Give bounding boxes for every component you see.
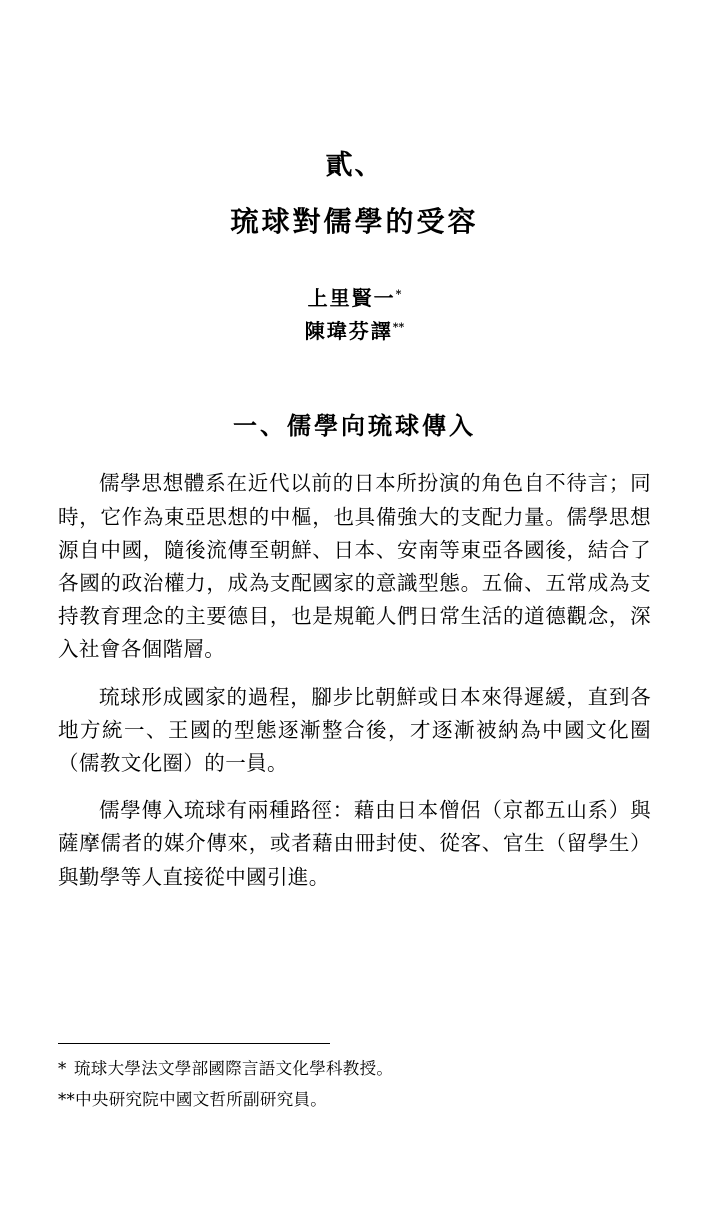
chapter-title: 琉球對儒學的受容 bbox=[230, 205, 479, 239]
paragraph: 儒學傳入琉球有兩種路徑：藉由日本僧侶（京都五山系）與薩摩儒者的媒介傳來，或者藉由冊封使、從客、官生（留學生）與勤學等人直接從中國引進。 bbox=[58, 798, 651, 889]
byline bbox=[58, 282, 651, 348]
byline-author bbox=[58, 282, 651, 315]
author-footnote-mark: * bbox=[395, 287, 402, 301]
chapter-number: 貳、 bbox=[325, 150, 384, 181]
translator-footnote-mark: ** bbox=[392, 320, 405, 334]
paragraph: 琉球形成國家的過程，腳步比朝鮮或日本來得遲緩，直到各地方統一、王國的型態逐漸整合後，才逐漸被納為中國文化圈（儒教文化圈）的一員。 bbox=[58, 684, 651, 776]
body-text bbox=[58, 467, 651, 893]
footnote-text: 中央研究院中國文哲所副研究員。 bbox=[75, 1090, 328, 1110]
document-page bbox=[0, 150, 709, 1229]
footnote-item bbox=[58, 1084, 658, 1115]
translator-name: 陳瑋芬譯 bbox=[304, 319, 393, 344]
footnote-list bbox=[58, 1053, 658, 1116]
footnote-text: 琉球大學法文學部國際言語文化學科教授。 bbox=[74, 1059, 394, 1078]
section-heading: 一、儒學向琉球傳入 bbox=[233, 411, 476, 441]
footnote-separator bbox=[58, 1043, 330, 1044]
footnote-mark: * bbox=[58, 1059, 67, 1078]
footnote-item bbox=[58, 1053, 658, 1084]
byline-translator bbox=[58, 315, 651, 348]
footnote-mark: ** bbox=[58, 1090, 76, 1110]
paragraph: 儒學思想體系在近代以前的日本所扮演的角色自不待言；同時，它作為東亞思想的中樞，也具備強大的支配力量。儒學思想源自中國，隨後流傳至朝鮮、日本、安南等東亞各國後，結合了各國的政治權力，成為支配國家的意識型態。五倫、五常成為支持教育理念的主要德目，也是規範人們日常生活的道德觀念，深入社會各個階層。 bbox=[58, 471, 651, 662]
author-name: 上里賢一 bbox=[307, 286, 396, 311]
